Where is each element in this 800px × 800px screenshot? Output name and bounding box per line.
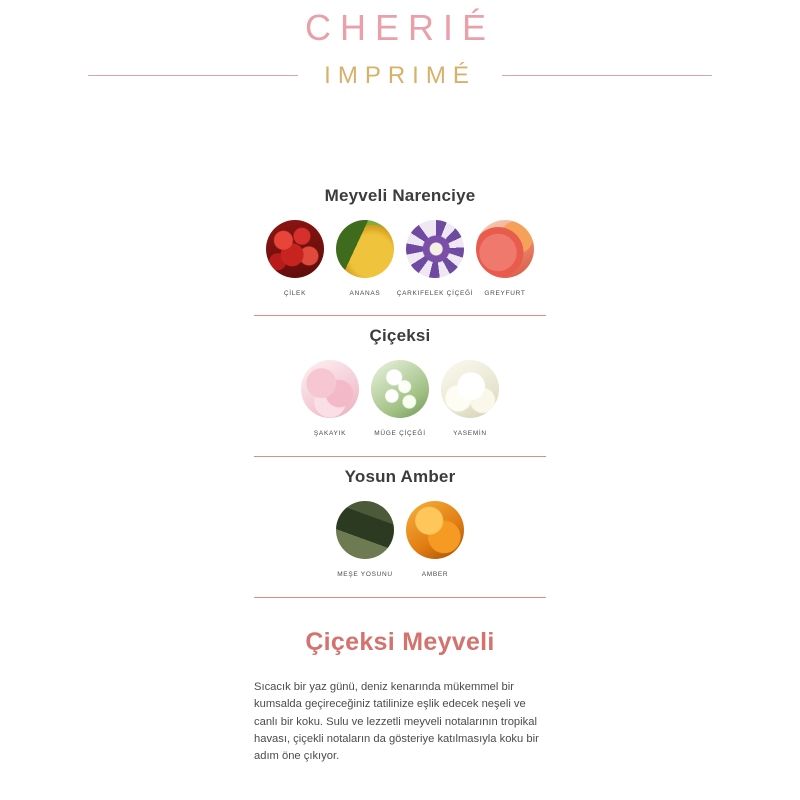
peony-image bbox=[301, 360, 359, 418]
note-item[interactable] bbox=[404, 501, 466, 579]
fragrance-notes-section bbox=[0, 186, 800, 598]
brand-subtitle-row bbox=[0, 62, 800, 90]
note-item[interactable] bbox=[474, 220, 536, 298]
note-item[interactable] bbox=[369, 360, 431, 438]
note-swatch-row bbox=[254, 501, 546, 579]
note-group-title: Meyveli Narenciye bbox=[324, 185, 476, 205]
lily-of-the-valley-image bbox=[371, 360, 429, 418]
note-group-mossy-amber bbox=[254, 467, 546, 598]
note-label: ÇARKIFELEK ÇİÇEĞİ bbox=[396, 289, 474, 297]
strawberry-image bbox=[266, 220, 324, 278]
note-group-fruity-citrus bbox=[254, 186, 546, 317]
description-title: Çiçeksi Meyveli bbox=[305, 627, 495, 656]
brand-rule-right bbox=[502, 75, 712, 76]
note-group-title: Çiçeksi bbox=[369, 326, 431, 346]
brand-header bbox=[0, 0, 800, 90]
note-group-divider bbox=[254, 456, 546, 457]
note-label: ŞAKAYIK bbox=[313, 430, 347, 438]
grapefruit-image bbox=[476, 220, 534, 278]
brand-title: CHERIÉ bbox=[304, 7, 496, 48]
note-group-title: Yosun Amber bbox=[344, 467, 456, 487]
pineapple-image bbox=[336, 220, 394, 278]
note-item[interactable] bbox=[299, 360, 361, 438]
note-label: MEŞE YOSUNU bbox=[337, 571, 393, 579]
brand-rule-left bbox=[88, 75, 298, 76]
passionflower-image bbox=[406, 220, 464, 278]
note-label: YASEMİN bbox=[453, 430, 487, 438]
description-section bbox=[254, 628, 546, 766]
note-swatch-row bbox=[254, 220, 546, 298]
note-label: ANANAS bbox=[349, 289, 381, 297]
brand-subtitle: IMPRIMÉ bbox=[324, 61, 476, 89]
note-swatch-row bbox=[254, 360, 546, 438]
note-item[interactable] bbox=[264, 220, 326, 298]
note-group-divider bbox=[254, 315, 546, 316]
description-body: Sıcacık bir yaz günü, deniz kenarında mükemmel bir kumsalda geçireceğiniz tatilinize eşlik edecek neşeli ve canlı bir koku. Sulu ve lezzetli meyveli notalarının tropikal havası, çiçekli notaların da gösteriye katılmasıyla koku bir adım öne çıkıyor. bbox=[254, 680, 539, 763]
note-group-divider bbox=[254, 597, 546, 598]
note-label: GREYFURT bbox=[484, 289, 526, 297]
note-item[interactable] bbox=[396, 220, 474, 298]
amber-image bbox=[406, 501, 464, 559]
oakmoss-image bbox=[336, 501, 394, 559]
note-label: MÜGE ÇİÇEĞİ bbox=[374, 430, 426, 438]
note-label: ÇİLEK bbox=[283, 289, 307, 297]
note-item[interactable] bbox=[334, 501, 396, 579]
note-label: AMBER bbox=[421, 571, 449, 579]
jasmine-image bbox=[441, 360, 499, 418]
note-item[interactable] bbox=[439, 360, 501, 438]
note-group-floral bbox=[254, 326, 546, 457]
note-item[interactable] bbox=[334, 220, 396, 298]
